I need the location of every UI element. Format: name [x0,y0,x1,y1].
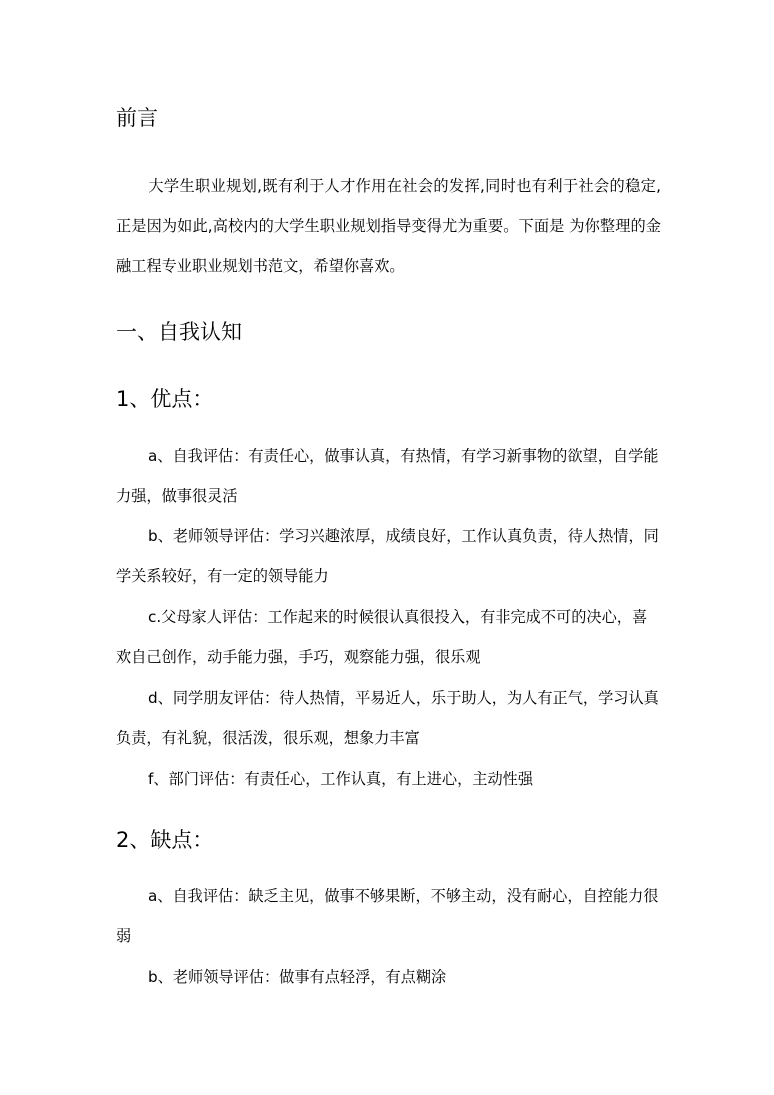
strength-item [116,516,661,596]
strength-item [116,759,661,799]
weaknesses-heading: 2、缺点： [116,828,214,852]
strength-item-text: a、自我评估：有责任心，做事认真，有热情，有学习新事物的欲望，自学能力强，做事很灵活 [116,447,659,505]
strength-item-text: f、部门评估：有责任心，工作认真，有上进心，主动性强 [148,770,534,788]
strength-item-text: b、老师领导评估：学习兴趣浓厚，成绩良好，工作认真负责，待人热情，同学关系较好，有一定的领导能力 [116,527,659,585]
weakness-item [116,876,661,956]
weakness-item-text: b、老师领导评估：做事有点轻浮，有点糊涂 [148,968,447,986]
strength-item-text: c.父母家人评估：工作起来的时候很认真很投入，有非完成不可的决心，喜欢自己创作，动手能力强，手巧，观察能力强，很乐观 [116,608,648,666]
weakness-item-text: a、自我评估：缺乏主见，做事不够果断，不够主动，没有耐心，自控能力很弱 [116,887,659,945]
weakness-item [116,957,661,997]
preface-text: 大学生职业规划,既有利于人才作用在社会的发挥,同时也有利于社会的稳定,正是因为如此,高校内的大学生职业规划指导变得尤为重要。下面是 为你整理的金融工程专业职业规划书范文，希望你喜欢。 [116,177,661,275]
preface-heading: 前言 [116,106,158,130]
strength-item [116,436,661,516]
strength-item [116,678,661,758]
preface-paragraph [116,166,661,286]
chapter-heading-self-awareness: 一、自我认知 [116,320,242,344]
strengths-heading: 1、优点： [116,387,214,411]
strength-item [116,597,661,677]
strength-item-text: d、同学朋友评估：待人热情，平易近人，乐于助人，为人有正气，学习认真负责，有礼貌，很活泼，很乐观，想象力丰富 [116,689,659,747]
